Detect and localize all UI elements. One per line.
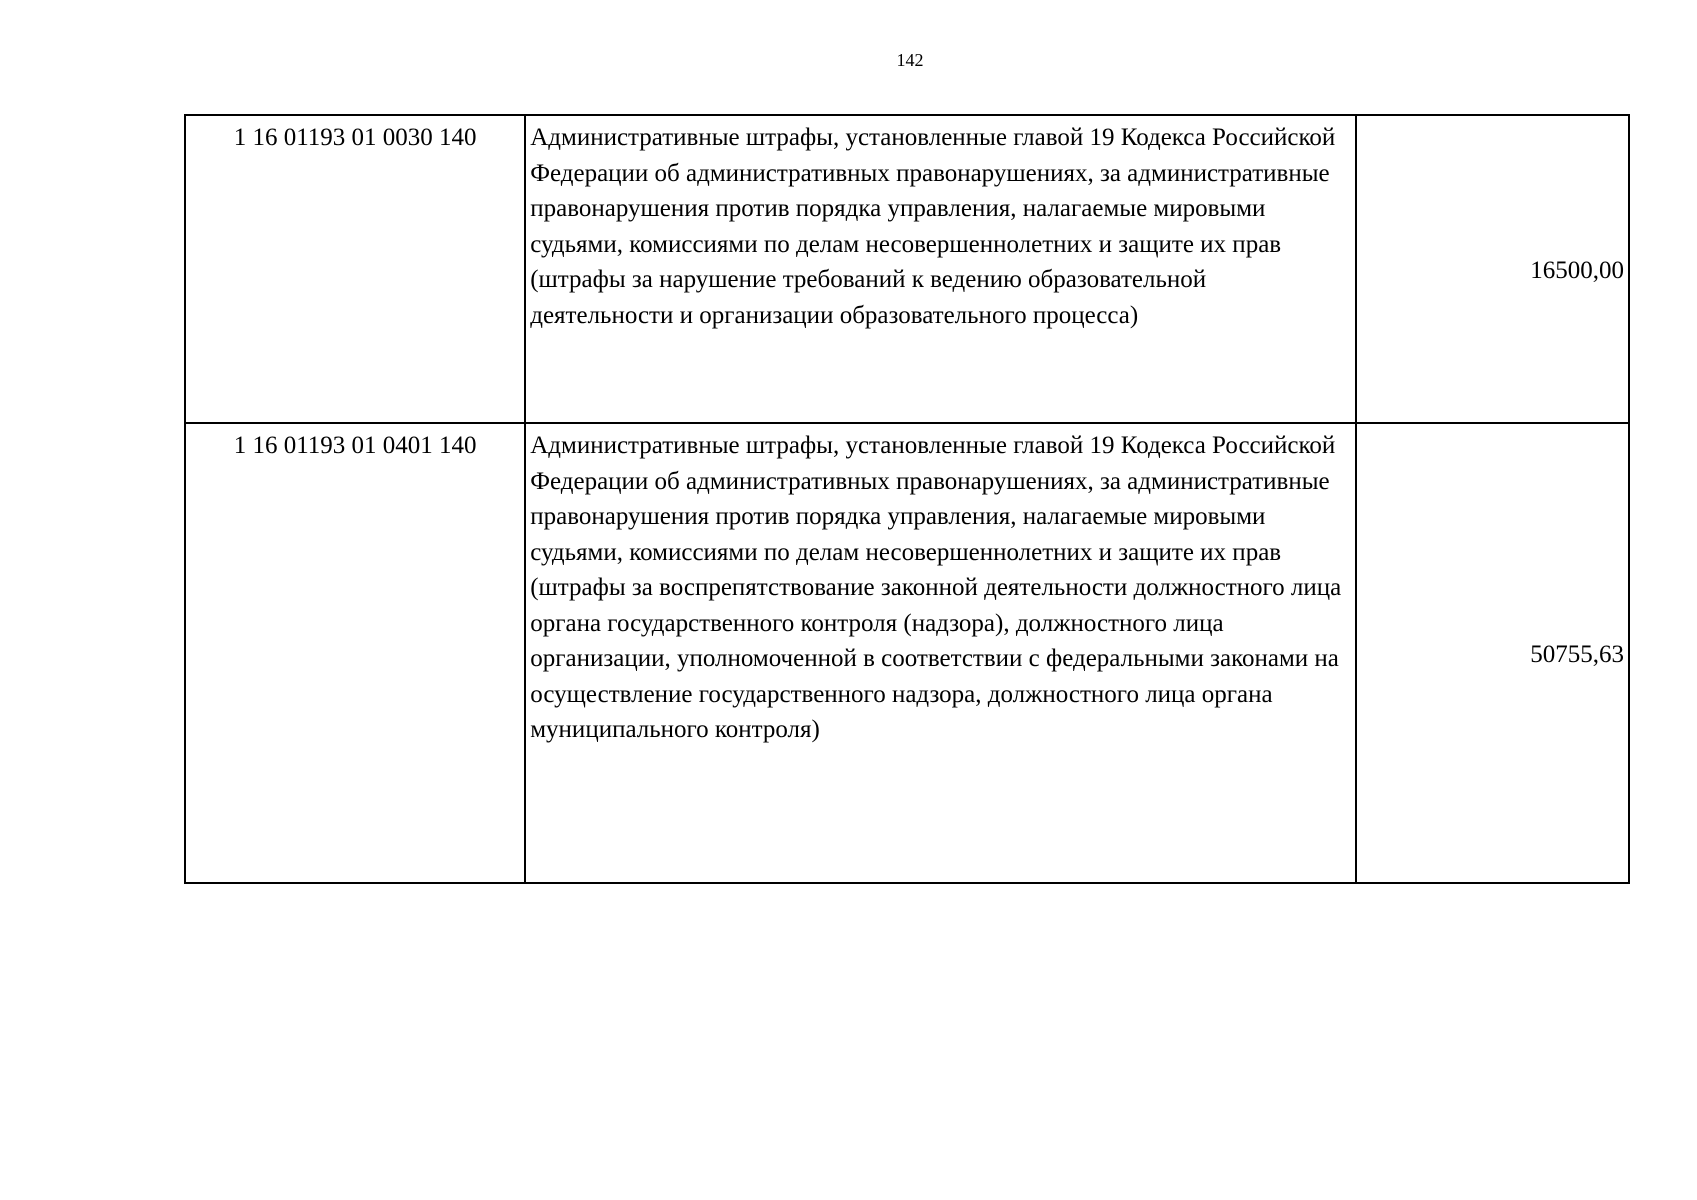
- amount-cell: 16500,00: [1356, 115, 1629, 423]
- amount-cell: 50755,63: [1356, 423, 1629, 883]
- budget-code-cell: 1 16 01193 01 0401 140: [185, 423, 525, 883]
- table-row: [185, 115, 1629, 423]
- table-row: [185, 423, 1629, 883]
- description-cell: Административные штрафы, установленные главой 19 Кодекса Российской Федерации об административных правонарушениях, за административные правонарушения против порядка управления, налагаемые мировыми судьями, комиссиями по делам несовершеннолетних и защите их прав (штрафы за нарушение требований к ведению образовательной деятельности и организации образовательного процесса): [525, 115, 1355, 423]
- budget-code-cell: 1 16 01193 01 0030 140: [185, 115, 525, 423]
- page-number: 142: [896, 50, 924, 70]
- description-cell: Административные штрафы, установленные главой 19 Кодекса Российской Федерации об административных правонарушениях, за административные правонарушения против порядка управления, налагаемые мировыми судьями, комиссиями по делам несовершеннолетних и защите их прав (штрафы за воспрепятствование законной деятельности должностного лица органа государственного контроля (надзора), должностного лица организации, уполномоченной в соответствии с федеральными законами на осуществление государственного надзора, должностного лица органа муниципального контроля): [525, 423, 1355, 883]
- revenue-table: [184, 114, 1630, 884]
